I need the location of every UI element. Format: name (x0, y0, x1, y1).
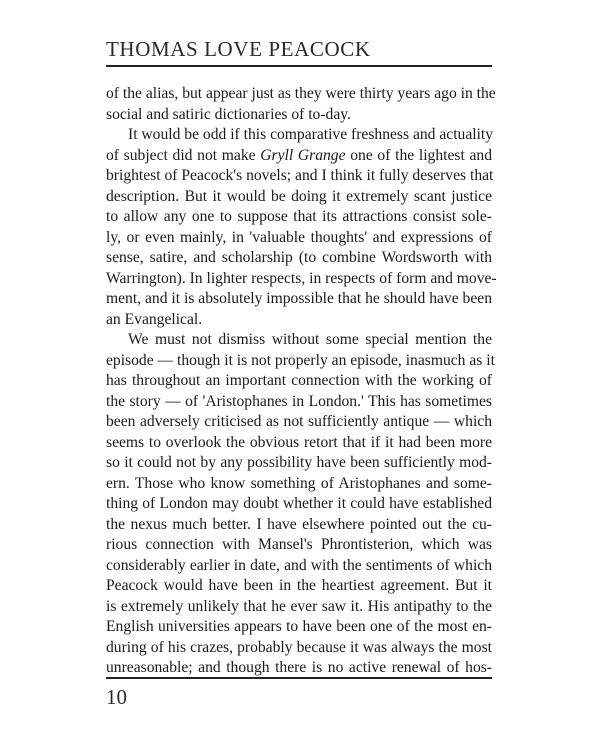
page-number: 10 (106, 685, 127, 709)
text-line: ern. Those who know something of Aristophanes and some- (106, 474, 492, 492)
text-line: It would be odd if this comparative freshness and actuality (128, 126, 494, 143)
text-line: We must not dismiss without some special mention the (128, 331, 492, 348)
text-line: an Evangelical. (106, 310, 203, 328)
text-line: social and satiric dictionaries of to-day. (106, 105, 351, 123)
text-line (106, 146, 492, 167)
footer-rule (106, 677, 492, 679)
running-title: THOMAS LOVE PEACOCK (106, 37, 371, 61)
text-line: so it could not by any possibility have been sufficiently mod- (106, 454, 492, 471)
text-line: rious connection with Mansel's Phrontisterion, which was (106, 536, 492, 553)
text-line: considerably earlier in date, and with the sentiments of which (106, 556, 492, 574)
text-line: ment, and it is absolutely impossible that he should have been (106, 290, 492, 307)
text-line: has throughout an important connection with the working of (106, 372, 492, 389)
text-line: unreasonable; and though there is no active renewal of hos- (106, 659, 492, 676)
text-line: description. But it would be doing it extremely scant justice (106, 187, 492, 205)
text-line: episode — though it is not properly an episode, inasmuch as it (106, 351, 495, 369)
text-line: thing of London may doubt whether it could have established (106, 495, 492, 512)
text-line: to allow any one to suppose that its attractions consist sole- (106, 208, 492, 225)
text-line: English universities appears to have been one of the most en- (106, 618, 492, 635)
text-line: is extremely unlikely that he ever saw it. His antipathy to the (106, 597, 492, 615)
text-line: ly, or even mainly, in 'valuable thoughts' and expressions of (106, 228, 492, 246)
text-line: the story — of 'Aristophanes in London.' This has sometimes (106, 392, 492, 410)
text-line-segment: of subject did not make (106, 146, 261, 164)
text-line: the nexus much better. I have elsewhere pointed out the cu- (106, 515, 492, 533)
book-title-italic: Gryll Grange (260, 146, 346, 164)
text-line: of the alias, but appear just as they were thirty years ago in the (106, 85, 496, 102)
text-line: been adversely criticised as not sufficiently antique — which (106, 413, 492, 430)
text-line-segment: one of the lightest and (345, 146, 492, 164)
body-text (106, 84, 497, 679)
text-line: seems to overlook the obvious retort that if it had been more (106, 433, 492, 451)
text-line: Warrington). In lighter respects, in respects of form and move- (106, 269, 497, 287)
header-rule (106, 65, 492, 67)
text-line: Peacock would have been in the heartiest agreement. But it (106, 577, 492, 594)
text-line: brightest of Peacock's novels; and I think it fully deserves that (106, 167, 494, 184)
text-line: sense, satire, and scholarship (to combine Wordsworth with (106, 249, 492, 266)
text-line: during of his crazes, probably because it was always the most (106, 638, 492, 656)
